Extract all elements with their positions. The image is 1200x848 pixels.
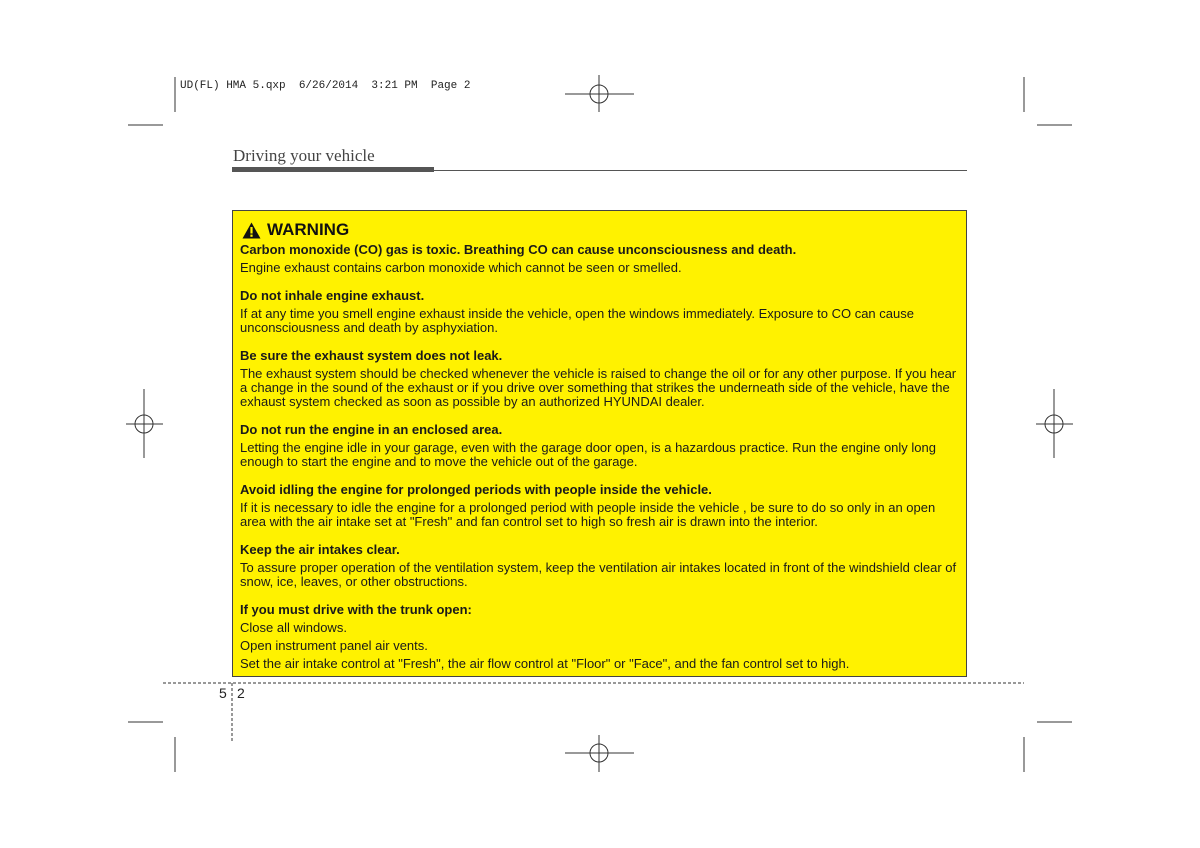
trunk-instruction: Close all windows. bbox=[240, 620, 347, 635]
registration-mark-top bbox=[565, 75, 634, 112]
section-title-rule-thick bbox=[232, 167, 434, 172]
section-title-rule-thin bbox=[434, 170, 967, 171]
chapter-number: 5 bbox=[219, 685, 227, 701]
warning-section-idling bbox=[240, 483, 959, 529]
warning-section-trunk-open bbox=[240, 603, 959, 671]
registration-mark-right bbox=[1036, 389, 1073, 458]
section-body: To assure proper operation of the ventilation system, keep the ventilation air intakes located in front of the windshield clear of snow, ice, leaves, or other obstructions. bbox=[240, 560, 957, 589]
warning-box bbox=[232, 210, 967, 677]
section-body: Letting the engine idle in your garage, even with the garage door open, is a hazardous practice. Run the engine only long enough to start the engine and to move the vehicle out of the garage. bbox=[240, 440, 936, 469]
section-heading: If you must drive with the trunk open: bbox=[240, 602, 472, 617]
warning-section-enclosed-area bbox=[240, 423, 959, 469]
print-slug: UD(FL) HMA 5.qxp 6/26/2014 3:21 PM Page 2 bbox=[180, 80, 471, 92]
warning-title: WARNING bbox=[267, 220, 350, 239]
trunk-instruction: Open instrument panel air vents. bbox=[240, 638, 428, 653]
warning-intro: Engine exhaust contains carbon monoxide which cannot be seen or smelled. bbox=[240, 260, 682, 275]
section-heading: Avoid idling the engine for prolonged periods with people inside the vehicle. bbox=[240, 482, 712, 497]
section-heading: Do not run the engine in an enclosed area. bbox=[240, 422, 503, 437]
warning-section-inhale bbox=[240, 289, 959, 335]
trunk-instruction: Set the air intake control at "Fresh", the air flow control at "Floor" or "Face", and the fan control set to high. bbox=[240, 656, 850, 671]
section-body: The exhaust system should be checked whenever the vehicle is raised to change the oil or for any other purpose. If you hear a change in the sound of the exhaust or if you drive over something that strikes the underneath side of the vehicle, have the exhaust system checked as soon as possible by an authorized HYUNDAI dealer. bbox=[240, 366, 957, 409]
section-body: If it is necessary to idle the engine for a prolonged period with people inside the vehicle , be sure to do so only in an open area with the air intake set at "Fresh" and fan control set to high so fresh air is drawn into the interior. bbox=[240, 500, 936, 529]
registration-mark-left bbox=[126, 389, 163, 458]
warning-section-exhaust-leak bbox=[240, 349, 959, 409]
registration-mark-bottom bbox=[565, 735, 634, 772]
section-heading: Keep the air intakes clear. bbox=[240, 542, 400, 557]
page-number: 2 bbox=[237, 685, 245, 701]
section-title: Driving your vehicle bbox=[233, 146, 375, 165]
warning-lead: Carbon monoxide (CO) gas is toxic. Breathing CO can cause unconsciousness and death. bbox=[240, 242, 797, 257]
section-heading: Be sure the exhaust system does not leak. bbox=[240, 348, 503, 363]
section-body: If at any time you smell engine exhaust inside the vehicle, open the windows immediately. Exposure to CO can cause unconsciousness and death by asphyxiation. bbox=[240, 306, 914, 335]
warning-header bbox=[240, 220, 959, 240]
section-heading: Do not inhale engine exhaust. bbox=[240, 288, 425, 303]
warning-triangle-icon bbox=[242, 222, 261, 239]
warning-section-air-intakes bbox=[240, 543, 959, 589]
